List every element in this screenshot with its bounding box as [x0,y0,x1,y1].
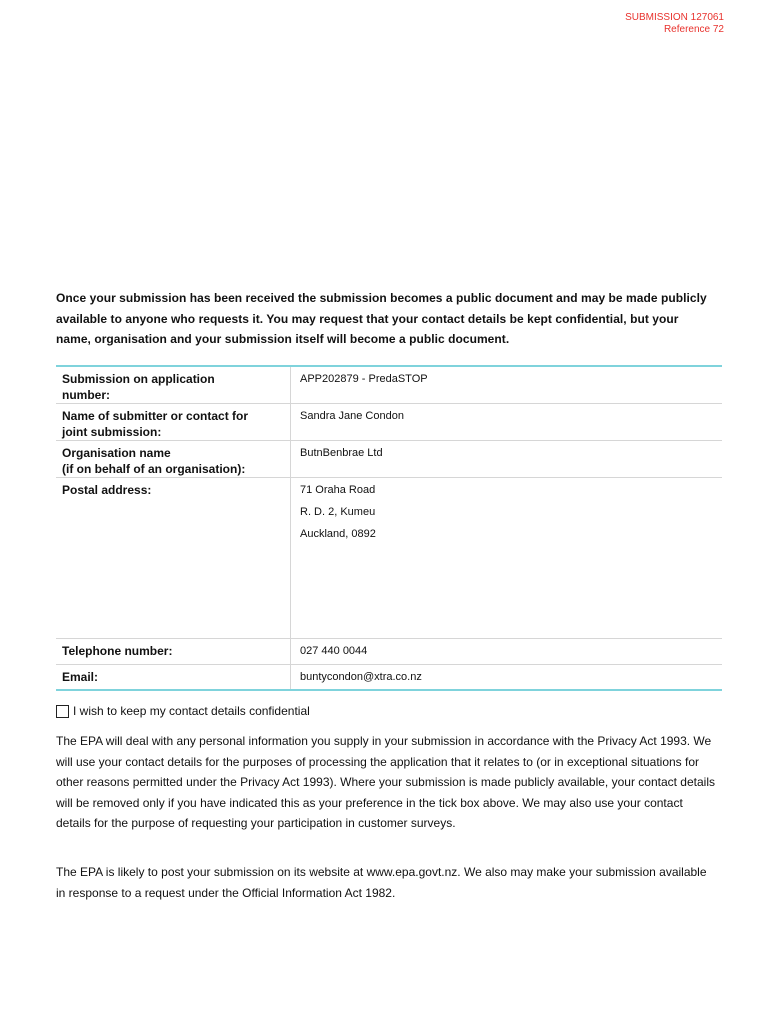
table-row [56,478,722,639]
submitter-details-table [56,365,722,691]
confidential-checkbox-label: I wish to keep my contact details confidential [73,704,310,718]
telephone-label: Telephone number: [56,639,291,665]
table-row [56,366,722,404]
organisation-label: Organisation name (if on behalf of an organisation): [56,441,291,478]
email-value[interactable]: buntycondon@xtra.co.nz [291,665,723,690]
postal-address-label: Postal address: [56,478,291,639]
organisation-value[interactable]: ButnBenbrae Ltd [291,441,723,478]
application-label: Submission on application number: [62,372,215,402]
email-label: Email: [56,665,291,690]
submitter-value[interactable]: Sandra Jane Condon [291,404,723,441]
address-line: 71 Oraha Road [300,484,376,496]
address-line: R. D. 2, Kumeu [300,506,376,518]
privacy-paragraph: The EPA will deal with any personal information you supply in your submission in accordance with the Privacy Act 1993. We will use your contact details for the purposes of processing the application that it relates to (or in exceptional situations for other reasons permitted under the Privacy Act 1993). Where your submission is made publicly available, your contact details will be removed only if you have indicated this as your preference in the tick box above. We may also use your contact details for the purpose of requesting your participation in customer surveys. [56,734,715,831]
postal-address-value[interactable] [291,478,723,639]
submitter-label: Name of submitter or contact for joint submission: [56,404,291,441]
telephone-value[interactable]: 027 440 0044 [291,639,723,665]
website-paragraph: The EPA is likely to post your submission on its website at www.epa.govt.nz. We also may make your submission available in response to a request under the Official Information Act 1982. [56,865,707,900]
table-row [56,639,722,665]
submission-number: SUBMISSION 127061 [625,12,724,23]
address-line: Auckland, 0892 [300,528,376,540]
table-row [56,404,722,441]
confidential-checkbox[interactable] [56,705,69,718]
table-row [56,665,722,690]
confidential-checkbox-row[interactable] [56,704,310,718]
public-document-notice: Once your submission has been received the submission becomes a public document and may be made publicly available to anyone who requests it. You may request that your contact details be kept confidential, but your name, organisation and your submission itself will become a public document. [56,291,707,346]
application-value[interactable]: APP202879 - PredaSTOP [291,366,723,404]
reference-number: Reference 72 [663,24,724,35]
table-row [56,441,722,478]
submission-stamp [625,12,724,36]
